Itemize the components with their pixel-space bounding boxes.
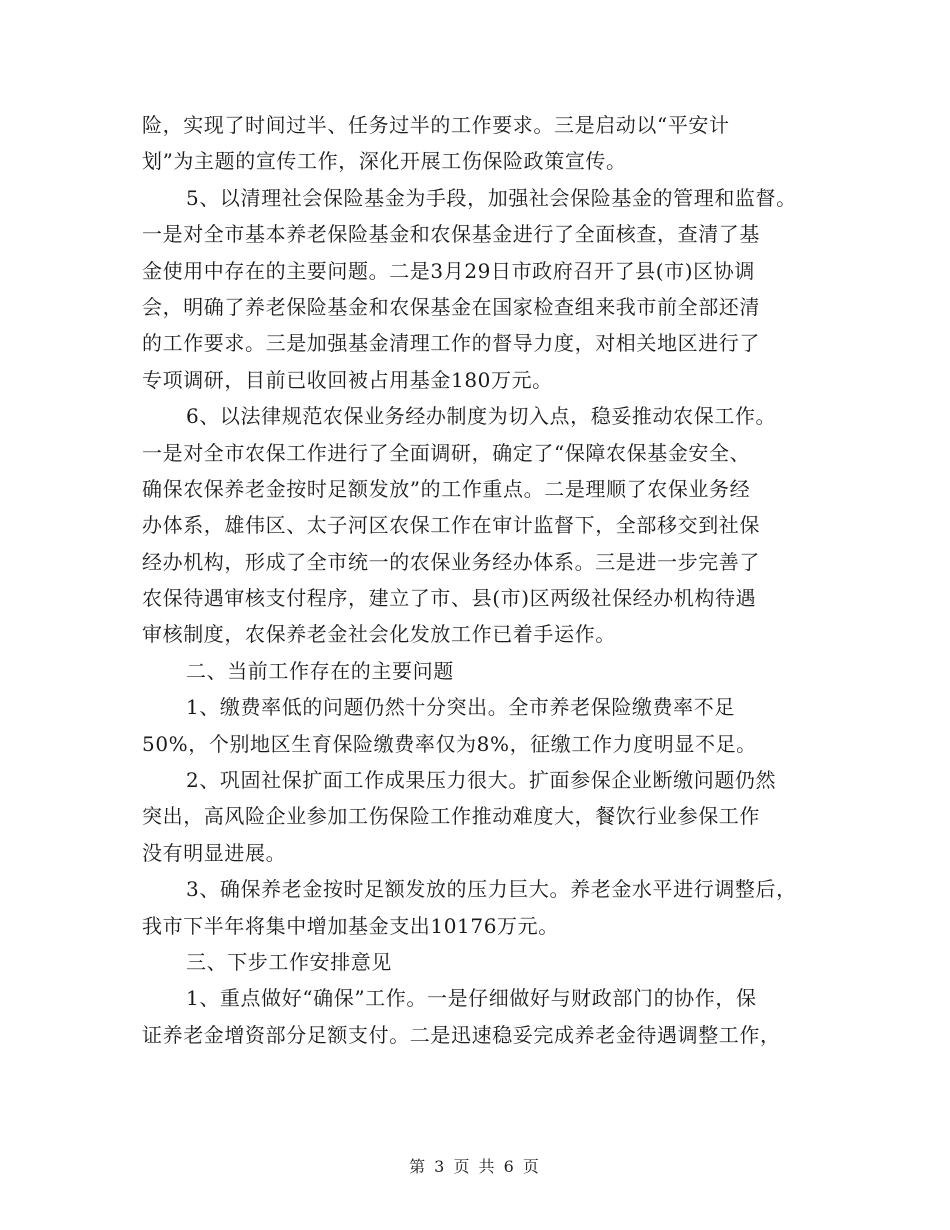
text-line: 会，明确了养老保险基金和农保基金在国家检查组来我市前全部还清	[142, 294, 760, 319]
paragraph-start: 1、缴费率低的问题仍然十分突出。全市养老保险缴费率不足	[186, 695, 735, 720]
text-line: 审核制度，农保养老金社会化发放工作已着手运作。	[142, 622, 616, 647]
text-line: 突出，高风险企业参加工伤保险工作推动难度大，餐饮行业参保工作	[142, 804, 760, 829]
text-line: 金使用中存在的主要问题。二是3月29日市政府召开了县(市)区协调	[142, 258, 755, 283]
paragraph-start: 5、以清理社会保险基金为手段，加强社会保险基金的管理和监督。	[186, 185, 797, 210]
text-line: 没有明显进展。	[142, 840, 287, 865]
text-line: 专项调研，目前已收回被占用基金180万元。	[142, 367, 553, 392]
text-line: 一是对全市农保工作进行了全面调研，确定了“保障农保基金安全、	[142, 440, 751, 465]
paragraph-start: 3、确保养老金按时足额发放的压力巨大。养老金水平进行调整后，	[186, 877, 797, 902]
text-line: 我市下半年将集中增加基金支出10176万元。	[142, 913, 559, 938]
text-line: 划”为主题的宣传工作，深化开展工伤保险政策宣传。	[142, 149, 627, 174]
page-number-footer: 第 3 页 共 6 页	[409, 1157, 541, 1176]
document-body	[142, 107, 832, 1053]
text-line: 证养老金增资部分足额支付。二是迅速稳妥完成养老金待遇调整工作，	[142, 1022, 781, 1047]
paragraph-start: 1、重点做好“确保”工作。一是仔细做好与财政部门的协作，保	[186, 986, 757, 1011]
text-line: 50%，个别地区生育保险缴费率仅为8%，征缴工作力度明显不足。	[142, 731, 757, 756]
section-heading: 三、下步工作安排意见	[186, 949, 392, 974]
text-line: 农保待遇审核支付程序，建立了市、县(市)区两级社保经办机构待遇	[142, 586, 757, 611]
paragraph-start: 6、以法律规范农保业务经办制度为切入点，稳妥推动农保工作。	[186, 404, 777, 429]
section-heading: 二、当前工作存在的主要问题	[186, 658, 454, 683]
text-line: 确保农保养老金按时足额发放”的工作重点。二是理顺了农保业务经	[142, 476, 751, 501]
text-line: 办体系，雄伟区、太子河区农保工作在审计监督下，全部移交到社保	[142, 513, 760, 538]
text-line: 一是对全市基本养老保险基金和农保基金进行了全面核查，查清了基	[142, 222, 760, 247]
text-line: 经办机构，形成了全市统一的农保业务经办体系。三是进一步完善了	[142, 549, 760, 574]
text-line: 的工作要求。三是加强基金清理工作的督导力度，对相关地区进行了	[142, 331, 760, 356]
text-line: 险，实现了时间过半、任务过半的工作要求。三是启动以“平安计	[142, 113, 730, 137]
paragraph-start: 2、巩固社保扩面工作成果压力很大。扩面参保企业断缴问题仍然	[186, 768, 777, 793]
